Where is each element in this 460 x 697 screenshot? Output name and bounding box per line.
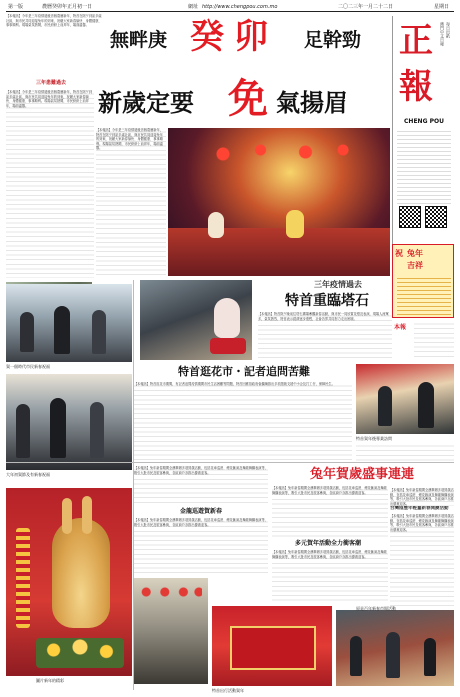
subhead-taiwan: 台灣陰歷年輕量新春開慶活動 [390, 506, 449, 511]
rabbit-decoration-icon [214, 298, 240, 338]
caption-5: 圖片新年的精彩 [36, 678, 64, 683]
column-rule [6, 462, 454, 463]
caption-2: 大年初賀節及有新春祝福 [6, 472, 50, 477]
intro-text-col1: 【本報訊】今年是三年疫情過後首個農曆新年，特首在除夕到訪多處社區，與市民共同迎接兔年的到來，祝願大家新春愉快、身體健康、事事順利。現場氣氛熱鬧，市民紛紛上前拜年，場面溫馨。 [6, 90, 94, 278]
masthead-english: CHENG POU [404, 118, 444, 125]
masthead-logo: 正報 [399, 21, 433, 107]
promo-line-3: 吉祥 [407, 261, 423, 270]
left-photo-visit [6, 284, 132, 362]
caption-4: 原是百年新春市場活動 [356, 606, 396, 611]
photo-street-deco [134, 578, 208, 684]
story4-text-a: 【本報訊】兔年新春期間全澳舉辦多項賀歲活動，包括花車巡遊、煙花匯演及舞龍舞獅表演等，吸引大批市民及旅客參與，各區商戶亦推出優惠迎客。 [134, 466, 268, 506]
masthead-side-2: 每日出紙 [446, 22, 451, 38]
crowd-figure-icon [386, 632, 400, 678]
promo-line-1: 祝 [395, 249, 403, 258]
qr-code-left [399, 206, 421, 228]
story4-text-f: 【本報訊】兔年新春期間全澳舉辦多項賀歲活動，包括花車巡遊、煙花匯演及舞龍舞獅表演等，吸引大批市民及旅客參與，各區商戶亦推出優惠迎客。 [390, 514, 454, 606]
intro-text-top: 【本報訊】今年是三年疫情過後首個農曆新年，特首在除夕到訪多處社區，與市民共同迎接兔年的到來，祝願大家新春愉快、身體健康、事事順利。現場氣氛熱鬧，市民紛紛上前拜年，場面溫馨。 [6, 14, 102, 28]
promo-body [397, 275, 451, 315]
crowd-figure-icon [54, 306, 70, 354]
column-rule [133, 280, 134, 690]
main-headline-big: 免 [228, 76, 268, 122]
crowd-figure-icon [90, 402, 104, 458]
gregorian-date: 二〇二三年一月二十二日 [338, 4, 394, 10]
story4-text-b: 【本報訊】兔年新春期間全澳舉辦多項賀歲活動，包括花車巡遊、煙花匯演及舞龍舞獅表演等，吸引大批市民及旅客參與，各區商戶亦推出優惠迎客。 [134, 518, 268, 574]
photo-crowd-greeting [6, 374, 132, 470]
caption-6: 特首賀年後專業訪問 [356, 436, 392, 441]
rabbit-mascot-icon [286, 210, 304, 238]
page-number: 第一版 [8, 4, 24, 10]
third-headline: 特首逛花市・記者追問苦難 [178, 365, 310, 378]
new-year-stage-photo [168, 128, 390, 276]
story4-text-d: 【本報訊】兔年新春期間全澳舉辦多項賀歲活動，包括花車巡遊、煙花匯演及舞龍舞獅表演等，吸引大批市民及旅客參與，各區商戶亦推出優惠迎客。 [272, 550, 388, 604]
rabbit-ear-icon [62, 498, 72, 534]
crowd-figure-icon [418, 382, 434, 428]
second-headline: 特首重臨塔石 [285, 293, 369, 309]
subhead-activities: 多元賀年活動全力衝客潮 [294, 540, 361, 547]
rabbit-statue-icon [52, 518, 110, 628]
masthead [392, 16, 454, 244]
lunar-date: 農曆癸卯年正月初一日 [42, 4, 93, 10]
rabbit-ear-icon [82, 496, 92, 534]
greeting-left: 無畔庚 [110, 29, 168, 51]
story4-text-c: 【本報訊】兔年新春期間全澳舉辦多項賀歲活動，包括花車巡遊、煙花匯演及舞龍舞獅表演等，吸引大批市民及旅客參與，各區商戶亦推出優惠迎客。 [272, 486, 388, 538]
flower-pot-icon [36, 638, 124, 668]
main-headline-left: 新歲定要 [98, 89, 194, 117]
intro-text-col2: 【本報訊】今年是三年疫情過後首個農曆新年，特首在除夕到訪多處社區，與市民共同迎接兔年的到來，祝願大家新春愉快、身體健康、事事順利。現場氣氛熱鬧，市民紛紛上前拜年，場面溫馨。 [96, 128, 166, 278]
flower-pot-icon [210, 338, 246, 354]
weekday: 星期日 [434, 4, 450, 10]
story3-text: 【本報訊】特首逛花市期間，有記者追問疫情期間市民生活困難等問題，特首回應指政府會繼續推出多項措施支援中小企及打工仔，保障民生。 [134, 382, 352, 460]
lantern-row-icon [140, 586, 202, 598]
calligraphy-paper-icon [230, 626, 316, 670]
top-bar [6, 3, 454, 12]
second-red-tag: 本報 [394, 324, 407, 331]
crowd-figure-icon [20, 312, 34, 352]
caption-7: 特首出行活動賀年 [212, 688, 244, 693]
greeting-headline [110, 16, 386, 62]
second-subhead: 三年疫情過去 [314, 280, 362, 289]
crowd-figure-icon [50, 398, 66, 458]
photo-calligraphy [212, 606, 332, 686]
story4-text-e: 【本報訊】兔年新春期間全澳舉辦多項賀歲活動，包括花車巡遊、煙花匯演及舞龍舞獅表演等，吸引大批市民及旅客參與，各區商戶亦推出優惠迎客。 [390, 488, 454, 506]
qr-code-right [425, 206, 447, 228]
crowd-figure-icon [378, 386, 392, 426]
site-label: 網址 [188, 4, 199, 10]
photo-parade [336, 610, 454, 686]
promo-box [392, 244, 454, 318]
crowd-figure-icon [424, 638, 436, 676]
crowd-figure-icon [350, 636, 362, 676]
golden-rabbit-photo [6, 488, 132, 676]
stage-lanterns [208, 134, 358, 174]
photo-flower-market [356, 364, 454, 434]
subhead-dragon: 金龍巡遊賀新春 [179, 508, 222, 515]
crowd-figure-icon [92, 310, 106, 354]
main-headline-right: 氣揚眉 [276, 89, 348, 117]
fourth-headline: 兔年賀歲盛事連連 [309, 467, 414, 482]
stage-floor [168, 228, 390, 276]
caption-1: 賀一個時代市民新春祝福 [6, 364, 50, 369]
story2-text: 【本報訊】特首除夕晚前往塔石廣場參觀新春活動，與市民一同欣賞花燈及表演，現場人流眾多，氣氛熱烈，特首表示經濟逐步復甦，社會各界共同努力走出困境。 [258, 312, 392, 360]
masthead-side-1: 澳門中文日報 [440, 22, 445, 46]
main-headline [98, 76, 390, 124]
intro-subhead: 三年患難過去 [35, 80, 66, 86]
rabbit-mascot-icon [208, 212, 224, 238]
story3-text-right [356, 442, 454, 462]
right-column-text [414, 320, 454, 360]
photo-tasek-visit [140, 280, 252, 360]
promo-line-2: 兔年 [407, 249, 423, 258]
site-url[interactable]: http://www.chengpou.com.mo [202, 4, 278, 10]
greeting-right: 足幹勁 [304, 29, 362, 51]
masthead-info [397, 128, 451, 204]
greeting-big: 癸卯 [190, 17, 278, 57]
crowd-figure-icon [16, 404, 30, 458]
firecracker-icon [16, 528, 30, 628]
